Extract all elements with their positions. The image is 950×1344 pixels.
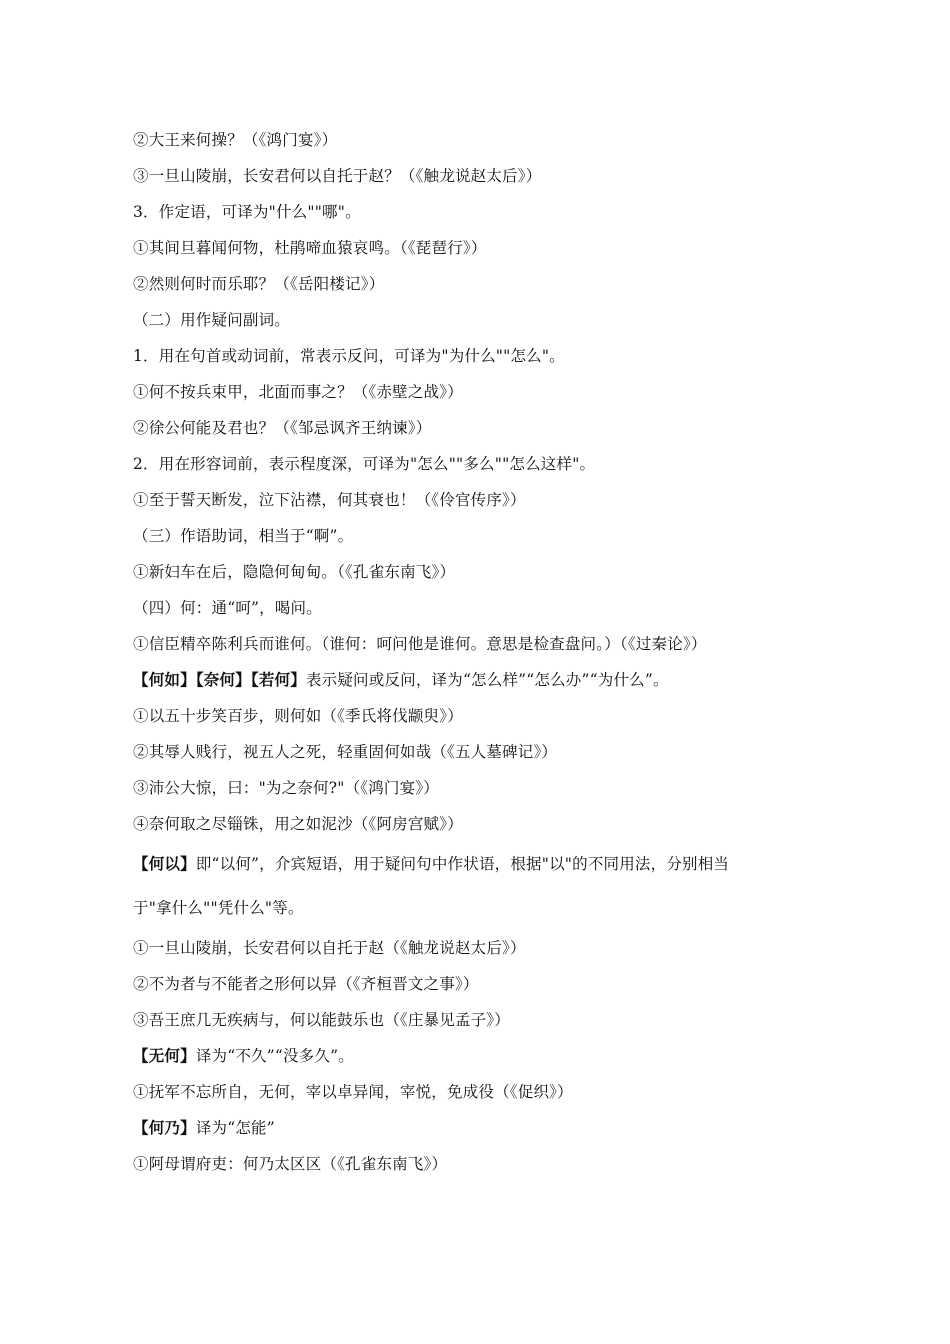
text-line: ②徐公何能及君也？（《邹忌讽齐王纳谏》） — [133, 419, 432, 437]
text-line: 于"拿什么""凭什么"等。 — [133, 899, 304, 917]
text-line: ①一旦山陵崩，长安君何以自托于赵（《触龙说赵太后》） — [133, 939, 526, 957]
text-line: 1．用在句首或动词前，常表示反问，可译为"为什么""怎么"。 — [133, 347, 565, 365]
term-text: 译为“怎能” — [195, 1119, 275, 1137]
document-body — [133, 122, 823, 1182]
text-line: ②不为者与不能者之形何以异（《齐桓晋文之事》） — [133, 975, 479, 993]
text-line: ①以五十步笑百步，则何如（《季氏将伐颛臾》） — [133, 707, 463, 725]
text-line: ③一旦山陵崩，长安君何以自托于赵？（《触龙说赵太后》） — [133, 167, 542, 185]
term-label: 【奈何】 — [195, 670, 251, 689]
text-line: ①至于誓天断发，泣下沾襟，何其衰也！（《伶官传序》） — [133, 491, 526, 509]
term-label: 【何以】 — [133, 854, 196, 873]
term-text: 译为“不久”“没多久”。 — [195, 1047, 354, 1065]
term-label: 【何如】 — [133, 670, 196, 689]
text-line: ③吾王庶几无疾病与，何以能鼓乐也（《庄暴见孟子》） — [133, 1011, 511, 1029]
section-heading: （二）用作疑问副词。 — [133, 311, 291, 329]
term-label: 【若何】 — [250, 670, 306, 689]
text-line: ①何不按兵束甲，北面而事之？（《赤壁之战》） — [133, 383, 463, 401]
text-line: 3．作定语，可译为"什么""哪"。 — [133, 203, 361, 221]
text-line: ①阿母谓府吏：何乃太区区（《孔雀东南飞》） — [133, 1155, 448, 1173]
section-heading: （四）何：通“呵”，喝问。 — [133, 599, 322, 617]
text-line: ①信臣精卒陈利兵而谁何。（谁何：呵问他是谁何。意思是检查盘问。）（《过秦论》） — [133, 635, 707, 653]
term-definition-heyi — [133, 842, 823, 886]
text-line: ①抚军不忘所自，无何，宰以卓异闻，宰悦，免成役（《促织》） — [133, 1083, 573, 1101]
section-heading: （三）作语助词，相当于“啊”。 — [133, 527, 354, 545]
text-line: ③沛公大惊，曰："为之奈何?"（《鸿门宴》） — [133, 779, 439, 797]
text-line: 2．用在形容词前，表示程度深，可译为"怎么""多么""怎么这样"。 — [133, 455, 596, 473]
term-label: 【无何】 — [133, 1046, 196, 1065]
term-definition-wuhe — [133, 1038, 823, 1074]
term-label: 【何乃】 — [133, 1118, 196, 1137]
text-line: ②大王来何操？（《鸿门宴》） — [133, 131, 338, 149]
text-line: ②然则何时而乐耶？（《岳阳楼记》） — [133, 275, 385, 293]
term-definition-henai — [133, 1110, 823, 1146]
text-line: ②其辱人贱行，视五人之死，轻重固何如哉（《五人墓碑记》） — [133, 743, 558, 761]
term-definition-heruo — [133, 662, 823, 698]
text-line: ④奈何取之尽锱铢，用之如泥沙（《阿房宫赋》） — [133, 815, 463, 833]
text-line: ①其间旦暮闻何物，杜鹃啼血猿哀鸣。（《琵琶行》） — [133, 239, 487, 257]
text-line: ①新妇车在后，隐隐何甸甸。（《孔雀东南飞》） — [133, 563, 456, 581]
term-text: 即“以何”，介宾短语，用于疑问句中作状语，根据"以"的不同用法，分别相当 — [195, 855, 730, 873]
term-text: 表示疑问或反问，译为“怎么样”“怎么办”“为什么”。 — [305, 671, 669, 689]
